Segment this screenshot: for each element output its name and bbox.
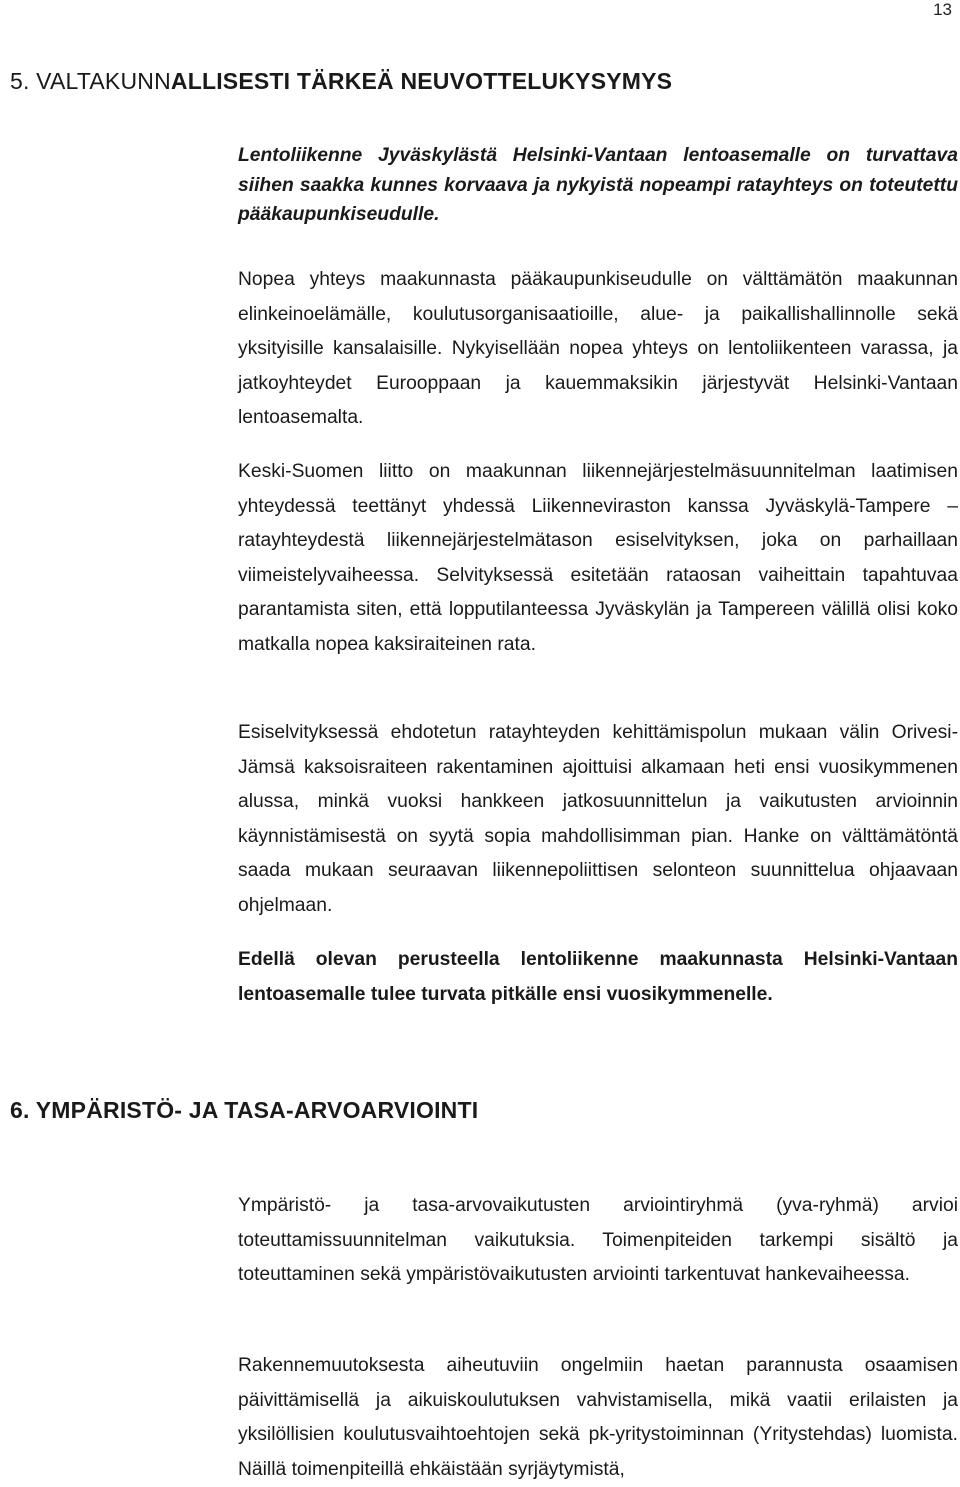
section-5-heading-prefix: 5. VALTAKUNN xyxy=(10,68,171,94)
section-5-paragraph-3: Esiselvityksessä ehdotetun ratayhteyden kehittämispolun mukaan välin Orivesi-Jämsä kaksoisraiteen rakentaminen ajoittuisi alkamaan heti ensi vuosikymmenen alussa, minkä vuoksi hankkeen jatkosuunnittelun ja vaikutusten arvioinnin käynnistämisestä on syytä sopia mahdollisimman pian. Hanke on välttämätöntä saada mukaan seuraavan liikennepoliittisen selonteon suunnittelua ohjaavaan ohjelmaan. xyxy=(238,722,958,916)
section-5-conclusion: Edellä olevan perusteella lentoliikenne maakunnasta Helsinki-Vantaan lentoasemalle tulee turvata pitkälle ensi vuosikymmenelle. xyxy=(238,949,958,1005)
section-6-paragraph-1: Ympäristö- ja tasa-arvovaikutusten arviointiryhmä (yva-ryhmä) arvioi toteuttamissuunnitelman vaikutuksia. Toimenpiteiden tarkempi sisältö ja toteuttaminen sekä ympäristövaikutusten arviointi tarkentuvat hankevaiheessa. xyxy=(238,1195,958,1286)
section-6-paragraph-2: Rakennemuutoksesta aiheutuviin ongelmiin haetan parannusta osaamisen päivittämisellä ja aikuiskoulutuksen vahvistamisella, mikä vaatii erilaisten ja yksilöllisien koulutusvaihtoehtojen sekä pk-yritystoiminnan (Yritystehdas) luomista. Näillä toimenpiteillä ehkäistään syrjäytymistä, xyxy=(238,1355,958,1480)
section-5-paragraph-2: Keski-Suomen liitto on maakunnan liikennejärjestelmäsuunnitelman laatimisen yhteydessä teettänyt yhdessä Liikenneviraston kanssa Jyväskylä-Tampere – ratayhteydestä liikennejärjestelmätason esiselvityksen, joka on parhaillaan viimeistelyvaiheessa. Selvityksessä esitetään rataosan vaiheittain tapahtuvaa parantamista siten, että lopputilanteessa Jyväskylän ja Tampereen välillä olisi koko matkalla nopea kaksiraiteinen rata. xyxy=(238,461,958,655)
section-5-heading-bold: ALLISESTI TÄRKEÄ NEUVOTTELUKYSYMYS xyxy=(170,68,673,94)
section-6-heading: 6. YMPÄRISTÖ- JA TASA-ARVOARVIOINTI xyxy=(10,1097,479,1123)
section-5-paragraph-1: Nopea yhteys maakunnasta pääkaupunkiseudulle on välttämätön maakunnan elinkeinoelämälle, koulutusorganisaatioille, alue- ja paikallishallinnolle sekä yksityisille kansalaisille. Nykyisellään nopea yhteys on lentoliikenteen varassa, ja jatkoyhteydet Eurooppaan ja kauemmaksikin järjestyvät Helsinki-Vantaan lentoasemalta. xyxy=(238,269,958,429)
page-number: 13 xyxy=(933,0,952,19)
section-5-heading xyxy=(10,68,672,95)
section-5-lead: Lentoliikenne Jyväskylästä Helsinki-Vantaan lentoasemalle on turvattava siihen saakka kunnes korvaava ja nykyistä nopeampi ratayhteys on toteutettu pääkaupunkiseudulle. xyxy=(238,145,958,225)
